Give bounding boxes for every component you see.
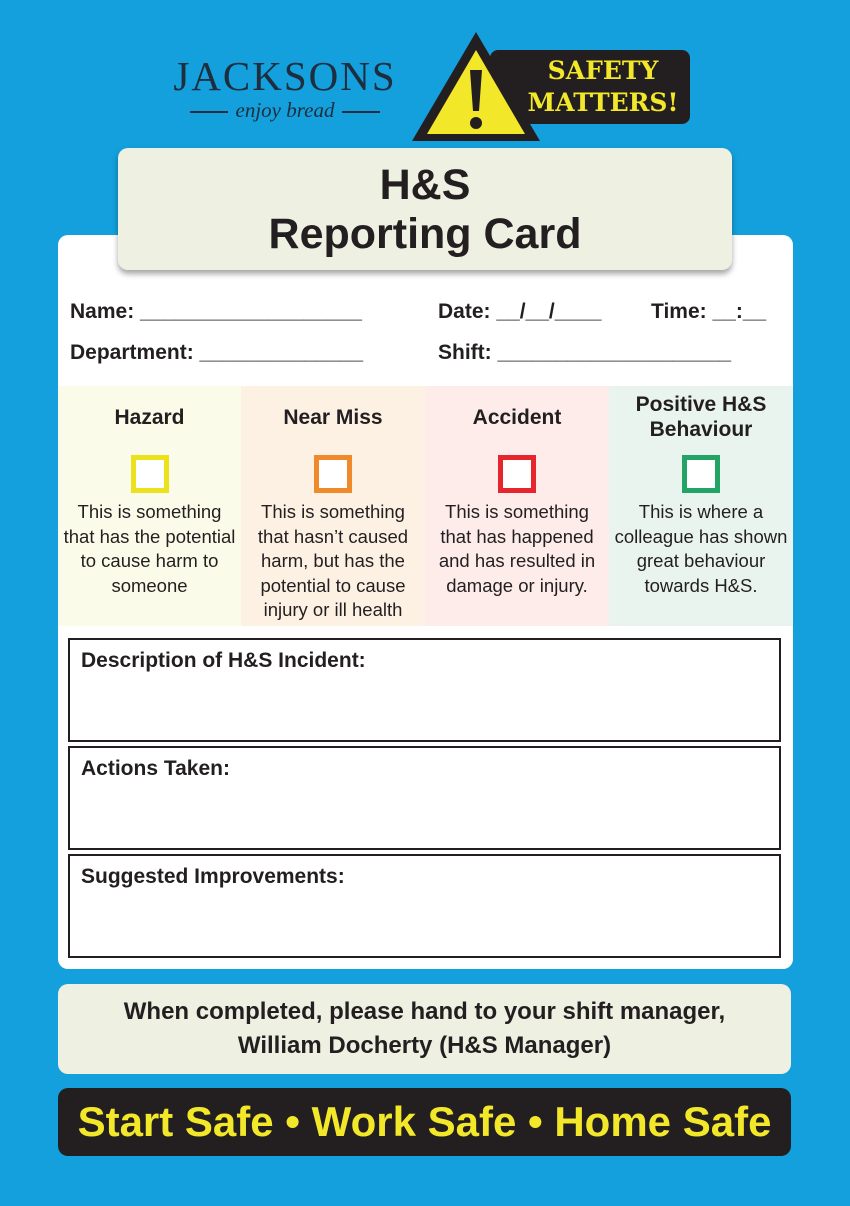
category-title: Positive H&S Behaviour [635,393,767,441]
brand-logo-name: JACKSONS [173,53,397,99]
category-title: Near Miss [283,405,383,429]
near-miss-checkbox[interactable] [314,455,352,493]
slogan-banner [58,1088,791,1156]
improvements-box[interactable] [68,854,781,958]
category-description: This is something that has the potential to cause harm to someone [63,501,236,596]
notice-line1: When completed, please hand to your shift manager, [123,998,726,1025]
description-label: Description of H&S Incident: [81,649,366,672]
positive-behaviour-checkbox[interactable] [682,455,720,493]
brand-tagline [160,98,410,123]
page-subtitle: Reporting Card [268,210,582,258]
slogan-text: Start Safe • Work Safe • Home Safe [77,1098,772,1145]
category-title: Hazard [114,405,185,429]
hazard-checkbox[interactable] [131,455,169,493]
time-field[interactable]: Time: __:__ [651,300,767,323]
category-hazard [58,386,241,626]
improvements-label: Suggested Improvements: [81,865,345,888]
hand-in-notice [58,984,791,1074]
notice-line2: William Docherty (H&S Manager) [237,1032,612,1059]
accident-checkbox[interactable] [498,455,536,493]
category-title: Accident [472,405,562,429]
tagline-rule-left [190,111,228,113]
department-field[interactable]: Department: ______________ [70,341,364,364]
actions-label: Actions Taken: [81,757,230,780]
tagline-rule-right [342,111,380,113]
shift-field[interactable]: Shift: ____________________ [438,341,732,364]
category-accident [425,386,609,626]
name-field[interactable]: Name: ___________________ [70,300,362,323]
tagline-text: enjoy bread [235,98,335,122]
badge-line2: MATTERS! [527,88,679,117]
date-field[interactable]: Date: __/__/____ [438,300,602,323]
category-description: This is something that has happened and has resulted in damage or injury. [438,501,596,596]
category-description: This is something that hasn’t caused harm, but has the potential to cause injury or ill health [257,501,409,620]
badge-line1: SAFETY [547,56,659,85]
category-positive-behaviour [609,386,793,626]
category-near-miss [241,386,425,626]
actions-box[interactable] [68,746,781,850]
description-box[interactable] [68,638,781,742]
category-description: This is where a colleague has shown great behaviour towards H&S. [614,501,788,596]
title-tab [118,148,732,270]
page-title: H&S [379,161,471,209]
warning-triangle-icon [408,28,544,146]
